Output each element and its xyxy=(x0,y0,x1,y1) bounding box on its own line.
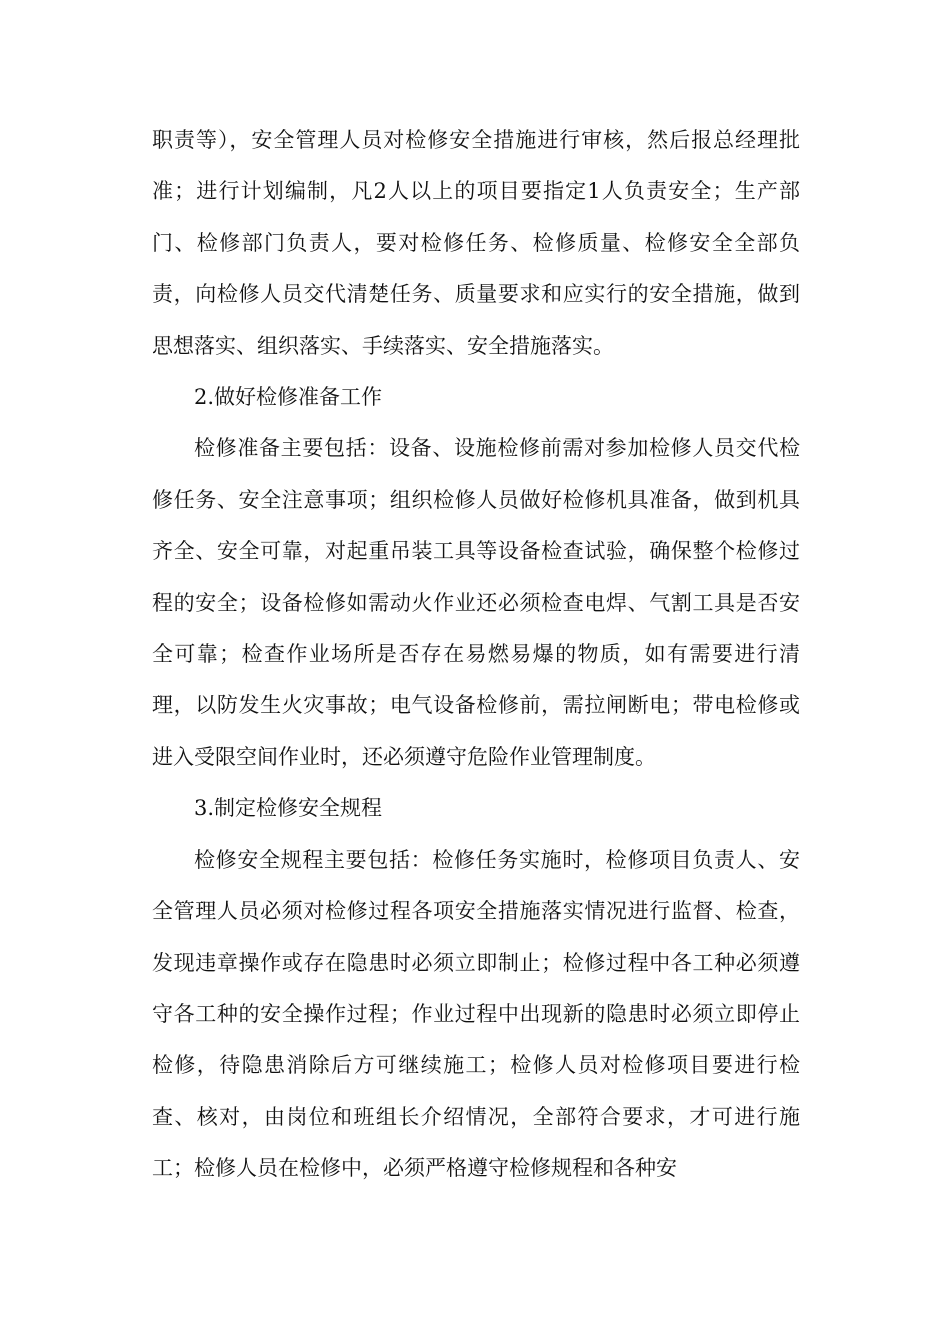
section-heading-safety-rules: 3.制定检修安全规程 xyxy=(194,796,383,821)
section-heading-preparation: 2.做好检修准备工作 xyxy=(194,385,383,410)
paragraph-preparation: 检修准备主要包括：设备、设施检修前需对参加检修人员交代检修任务、安全注意事项；组织检修人员做好检修机具准备，做到机具齐全、安全可靠，对起重吊装工具等设备检查试验，确保整个检修过程的安全；设备检修如需动火作业还必须检查电焊、气割工具是否安全可靠；检查作业场所是否存在易燃易爆的物质，如有需要进行清理，以防发生火灾事故；电气设备检修前，需拉闸断电；带电检修或进入受限空间作业时，还必须遵守危险作业管理制度。 xyxy=(152,436,800,769)
paragraph-safety-rules: 检修安全规程主要包括：检修任务实施时，检修项目负责人、安全管理人员必须对检修过程各项安全措施落实情况进行监督、检查，发现违章操作或存在隐患时必须立即制止；检修过程中各工种必须遵守各工种的安全操作过程；作业过程中出现新的隐患时必须立即停止检修，待隐患消除后方可继续施工；检修人员对检修项目要进行检查、核对，由岗位和班组长介绍情况，全部符合要求，才可进行施工；检修人员在检修中，必须严格遵守检修规程和各种安 xyxy=(152,847,800,1181)
paragraph-continuation: 职责等），安全管理人员对检修安全措施进行审核，然后报总经理批准；进行计划编制，凡2人以上的项目要指定1人负责安全；生产部门、检修部门负责人，要对检修任务、检修质量、检修安全全部负责，向检修人员交代清楚任务、质量要求和应实行的安全措施，做到思想落实、组织落实、手续落实、安全措施落实。 xyxy=(152,128,800,358)
document-body xyxy=(152,115,800,1195)
